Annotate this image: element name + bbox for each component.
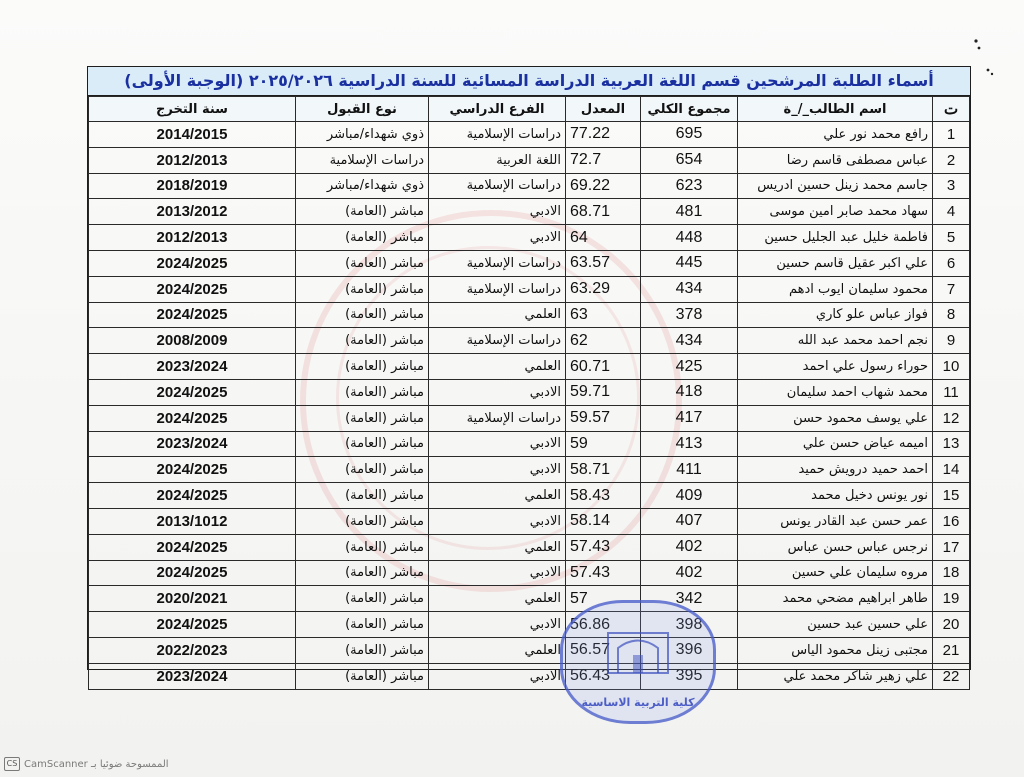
average-score: 69.22	[566, 173, 641, 199]
admission-type: مباشر (العامة)	[296, 276, 429, 302]
total-score: 342	[641, 586, 738, 612]
total-score: 425	[641, 354, 738, 380]
header-graduation-year: سنة التخرج	[89, 97, 296, 122]
study-branch: دراسات الإسلامية	[429, 405, 566, 431]
total-score: 402	[641, 534, 738, 560]
row-number: 6	[933, 250, 970, 276]
average-score: 64	[566, 225, 641, 251]
average-score: 63	[566, 302, 641, 328]
header-admission: نوع القبول	[296, 97, 429, 122]
study-branch: دراسات الإسلامية	[429, 276, 566, 302]
admission-type: مباشر (العامة)	[296, 328, 429, 354]
study-branch: دراسات الإسلامية	[429, 250, 566, 276]
study-branch: اللغة العربية	[429, 147, 566, 173]
table-row	[89, 431, 970, 457]
total-score: 396	[641, 637, 738, 663]
average-score: 59	[566, 431, 641, 457]
row-number: 7	[933, 276, 970, 302]
header-no: ت	[933, 97, 970, 122]
table-row	[89, 276, 970, 302]
study-branch: الادبي	[429, 508, 566, 534]
study-branch: العلمي	[429, 586, 566, 612]
table-row	[89, 508, 970, 534]
average-score: 59.71	[566, 379, 641, 405]
table-row	[89, 225, 970, 251]
table-row	[89, 560, 970, 586]
row-number: 22	[933, 663, 970, 689]
camscanner-icon: CS	[4, 757, 20, 771]
study-branch: دراسات الإسلامية	[429, 122, 566, 148]
average-score: 68.71	[566, 199, 641, 225]
admission-type: مباشر (العامة)	[296, 663, 429, 689]
row-number: 16	[933, 508, 970, 534]
table-row	[89, 483, 970, 509]
table-row	[89, 354, 970, 380]
average-score: 58.43	[566, 483, 641, 509]
total-score: 413	[641, 431, 738, 457]
table-header-row	[89, 97, 970, 122]
graduation-year: 2008/2009	[89, 328, 296, 354]
study-branch: العلمي	[429, 302, 566, 328]
row-number: 1	[933, 122, 970, 148]
total-score: 448	[641, 225, 738, 251]
row-number: 19	[933, 586, 970, 612]
admission-type: مباشر (العامة)	[296, 431, 429, 457]
total-score: 395	[641, 663, 738, 689]
admission-type: مباشر (العامة)	[296, 199, 429, 225]
admission-type: مباشر (العامة)	[296, 302, 429, 328]
study-branch: الادبي	[429, 379, 566, 405]
admission-type: مباشر (العامة)	[296, 225, 429, 251]
total-score: 398	[641, 612, 738, 638]
row-number: 3	[933, 173, 970, 199]
graduation-year: 2024/2025	[89, 560, 296, 586]
admission-type: مباشر (العامة)	[296, 379, 429, 405]
study-branch: دراسات الإسلامية	[429, 328, 566, 354]
admission-type: دراسات الإسلامية	[296, 147, 429, 173]
student-name: حوراء رسول علي احمد	[738, 354, 933, 380]
stamp-text: كلية التربية الاساسية	[581, 696, 695, 709]
average-score: 77.22	[566, 122, 641, 148]
admission-type: مباشر (العامة)	[296, 250, 429, 276]
graduation-year: 2020/2021	[89, 586, 296, 612]
table-row	[89, 663, 970, 689]
row-number: 10	[933, 354, 970, 380]
table-row	[89, 199, 970, 225]
row-number: 21	[933, 637, 970, 663]
student-name: علي زهير شاكر محمد علي	[738, 663, 933, 689]
graduation-year: 2023/2024	[89, 663, 296, 689]
graduation-year: 2018/2019	[89, 173, 296, 199]
admission-type: مباشر (العامة)	[296, 637, 429, 663]
study-branch: العلمي	[429, 534, 566, 560]
admission-type: مباشر (العامة)	[296, 405, 429, 431]
total-score: 402	[641, 560, 738, 586]
total-score: 481	[641, 199, 738, 225]
student-name: محمود سليمان ايوب ادهم	[738, 276, 933, 302]
total-score: 407	[641, 508, 738, 534]
table-row	[89, 637, 970, 663]
admission-type: ذوي شهداء/مباشر	[296, 173, 429, 199]
header-name: اسم الطالب_/_ة	[738, 97, 933, 122]
average-score: 63.29	[566, 276, 641, 302]
table-row	[89, 173, 970, 199]
table-row	[89, 328, 970, 354]
document-title: أسماء الطلبة المرشحين قسم اللغة العربية الدراسة المسائية للسنة الدراسية ٢٠٢٥/٢٠٢٦ (الوجبة الأولى)	[88, 67, 970, 96]
candidates-table-container	[87, 66, 971, 685]
student-name: علي اكبر عقيل قاسم حسين	[738, 250, 933, 276]
average-score: 56.43	[566, 663, 641, 689]
graduation-year: 2024/2025	[89, 250, 296, 276]
graduation-year: 2012/2013	[89, 147, 296, 173]
total-score: 434	[641, 328, 738, 354]
row-number: 18	[933, 560, 970, 586]
table-row	[89, 586, 970, 612]
average-score: 60.71	[566, 354, 641, 380]
student-name: محمد شهاب احمد سليمان	[738, 379, 933, 405]
admission-type: مباشر (العامة)	[296, 586, 429, 612]
student-name: رافع محمد نور علي	[738, 122, 933, 148]
total-score: 445	[641, 250, 738, 276]
graduation-year: 2012/2013	[89, 225, 296, 251]
total-score: 623	[641, 173, 738, 199]
row-number: 8	[933, 302, 970, 328]
graduation-year: 2023/2024	[89, 354, 296, 380]
graduation-year: 2024/2025	[89, 276, 296, 302]
student-name: عمر حسن عبد القادر يونس	[738, 508, 933, 534]
student-name: جاسم محمد زينل حسين ادريس	[738, 173, 933, 199]
average-score: 57.43	[566, 560, 641, 586]
table-row	[89, 250, 970, 276]
row-number: 20	[933, 612, 970, 638]
total-score: 411	[641, 457, 738, 483]
table-row	[89, 147, 970, 173]
table-row	[89, 405, 970, 431]
student-name: فواز عباس علو كاري	[738, 302, 933, 328]
study-branch: دراسات الإسلامية	[429, 173, 566, 199]
row-number: 14	[933, 457, 970, 483]
table-row	[89, 122, 970, 148]
row-number: 15	[933, 483, 970, 509]
student-name: نرجس عباس حسن عباس	[738, 534, 933, 560]
row-number: 13	[933, 431, 970, 457]
row-number: 4	[933, 199, 970, 225]
scanner-footer-text: CamScanner الممسوحة ضوئيا بـ	[24, 758, 169, 770]
study-branch: الادبي	[429, 431, 566, 457]
table-row	[89, 457, 970, 483]
total-score: 409	[641, 483, 738, 509]
student-name: فاطمة خليل عبد الجليل حسين	[738, 225, 933, 251]
admission-type: ذوي شهداء/مباشر	[296, 122, 429, 148]
header-branch: الفرع الدراسي	[429, 97, 566, 122]
student-name: مروه سليمان علي حسين	[738, 560, 933, 586]
average-score: 58.71	[566, 457, 641, 483]
admission-type: مباشر (العامة)	[296, 534, 429, 560]
total-score: 418	[641, 379, 738, 405]
average-score: 58.14	[566, 508, 641, 534]
student-name: عباس مصطفى قاسم رضا	[738, 147, 933, 173]
table-row	[89, 379, 970, 405]
total-score: 434	[641, 276, 738, 302]
table-row	[89, 302, 970, 328]
average-score: 56.86	[566, 612, 641, 638]
study-branch: العلمي	[429, 483, 566, 509]
table-row	[89, 534, 970, 560]
average-score: 63.57	[566, 250, 641, 276]
admission-type: مباشر (العامة)	[296, 483, 429, 509]
row-number: 5	[933, 225, 970, 251]
student-name: سهاد محمد صابر امين موسى	[738, 199, 933, 225]
student-name: علي حسين عبد حسين	[738, 612, 933, 638]
row-number: 9	[933, 328, 970, 354]
total-score: 417	[641, 405, 738, 431]
admission-type: مباشر (العامة)	[296, 354, 429, 380]
average-score: 57	[566, 586, 641, 612]
student-name: طاهر ابراهيم مضحي محمد	[738, 586, 933, 612]
graduation-year: 2013/2012	[89, 199, 296, 225]
study-branch: الادبي	[429, 225, 566, 251]
total-score: 695	[641, 122, 738, 148]
average-score: 62	[566, 328, 641, 354]
admission-type: مباشر (العامة)	[296, 612, 429, 638]
admission-type: مباشر (العامة)	[296, 457, 429, 483]
study-branch: العلمي	[429, 637, 566, 663]
graduation-year: 2024/2025	[89, 405, 296, 431]
student-name: علي يوسف محمود حسن	[738, 405, 933, 431]
student-name: اميمه عياض حسن علي	[738, 431, 933, 457]
average-score: 72.7	[566, 147, 641, 173]
average-score: 57.43	[566, 534, 641, 560]
study-branch: العلمي	[429, 354, 566, 380]
student-name: نور يونس دخيل محمد	[738, 483, 933, 509]
row-number: 17	[933, 534, 970, 560]
student-name: مجتبى زينل محمود الياس	[738, 637, 933, 663]
average-score: 56.57	[566, 637, 641, 663]
admission-type: مباشر (العامة)	[296, 560, 429, 586]
row-number: 11	[933, 379, 970, 405]
graduation-year: 2023/2024	[89, 431, 296, 457]
graduation-year: 2024/2025	[89, 302, 296, 328]
row-number: 12	[933, 405, 970, 431]
average-score: 59.57	[566, 405, 641, 431]
graduation-year: 2024/2025	[89, 612, 296, 638]
graduation-year: 2024/2025	[89, 534, 296, 560]
graduation-year: 2013/1012	[89, 508, 296, 534]
study-branch: الادبي	[429, 560, 566, 586]
header-total: مجموع الكلي	[641, 97, 738, 122]
header-average: المعدل	[566, 97, 641, 122]
graduation-year: 2014/2015	[89, 122, 296, 148]
admission-type: مباشر (العامة)	[296, 508, 429, 534]
study-branch: الادبي	[429, 457, 566, 483]
total-score: 654	[641, 147, 738, 173]
student-name: احمد حميد درويش حميد	[738, 457, 933, 483]
scanner-footer	[4, 757, 169, 771]
study-branch: الادبي	[429, 663, 566, 689]
study-branch: الادبي	[429, 199, 566, 225]
candidates-table	[88, 96, 970, 690]
row-number: 2	[933, 147, 970, 173]
graduation-year: 2024/2025	[89, 483, 296, 509]
total-score: 378	[641, 302, 738, 328]
graduation-year: 2024/2025	[89, 379, 296, 405]
graduation-year: 2022/2023	[89, 637, 296, 663]
graduation-year: 2024/2025	[89, 457, 296, 483]
study-branch: الادبي	[429, 612, 566, 638]
student-name: نجم احمد محمد عبد الله	[738, 328, 933, 354]
table-row	[89, 612, 970, 638]
